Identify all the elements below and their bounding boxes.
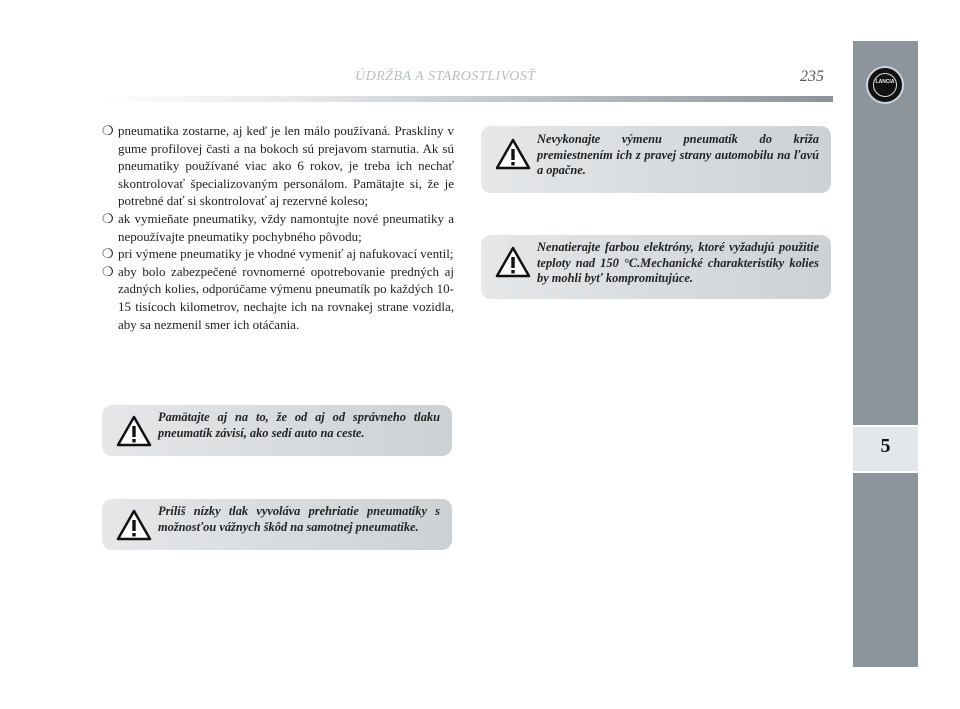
warning-text: Nevykonajte výmenu pneumatík do kríža premiestnením ich z pravej strany automobilu na ľavú a opačne. [537,132,819,177]
page-number: 235 [800,68,824,85]
warning-triangle-icon [495,246,531,278]
warning-text: Pamätajte aj na to, že od aj od správneho tlaku pneumatík závisí, ako sedí auto na ceste. [158,410,440,440]
warning-triangle-icon [495,138,531,170]
chapter-number: 5 [880,435,891,457]
bullet-circle-icon: ❍ [102,210,114,226]
warning-box [481,235,831,299]
logo-text: LANCIA [875,79,895,85]
header-title: ÚDRŽBA A STAROSTLIVOSŤ [355,69,536,84]
list-item-text: aby bolo zabezpečené rovnomerné opotrebovanie predných aj zadných kolies, odporúčame výmenu pneumatík po každých 10-15 tisícoch kilometrov, nechajte ich na rovnakej strane vozidla, aby sa nezmenil smer ich otáčania. [118,263,454,332]
warning-text: Nenatierajte farbou elektróny, ktoré vyžadujú použitie teploty nad 150 °C.Mechanické charakteristiky kolies by mohli byť kompromitujúce. [537,240,819,285]
warning-text: Príliš nízky tlak vyvoláva prehriatie pneumatiky s možnosťou vážnych škôd na samotnej pneumatike. [158,504,440,534]
list-item [102,263,454,333]
warning-triangle-icon [116,415,152,447]
list-item-text: ak vymieňate pneumatiky, vždy namontujte nové pneumatiky a nepoužívajte pneumatiky pochybného pôvodu; [118,210,454,244]
bullet-circle-icon: ❍ [102,263,114,279]
list-item [102,210,454,245]
warning-box [481,126,831,193]
list-item-text: pri výmene pneumatiky je vhodné vymeniť aj nafukovací ventil; [118,246,454,262]
bullet-circle-icon: ❍ [102,123,114,138]
sidebar [853,41,918,667]
list-item-text: pneumatika zostarne, aj keď je len málo používaná. Praskliny v gume profilovej časti a na bokoch sú prejavom starnutia. Ak sú pneumatiky používané viac ako 6 rokov, je treba ich nechať skontrolovať špecializovaným personálom. Pamätajte si, že je potrebné dať si skontrolovať aj rezervné koleso; [118,123,454,209]
list-item [102,245,454,263]
warning-triangle-icon [116,509,152,541]
body-text [102,122,454,333]
warning-box [102,499,452,550]
header-rule [100,96,833,102]
bullet-circle-icon: ❍ [102,246,114,262]
lancia-logo [866,66,904,104]
chapter-tab[interactable] [853,425,918,473]
warning-box [102,405,452,456]
list-item [102,122,454,210]
